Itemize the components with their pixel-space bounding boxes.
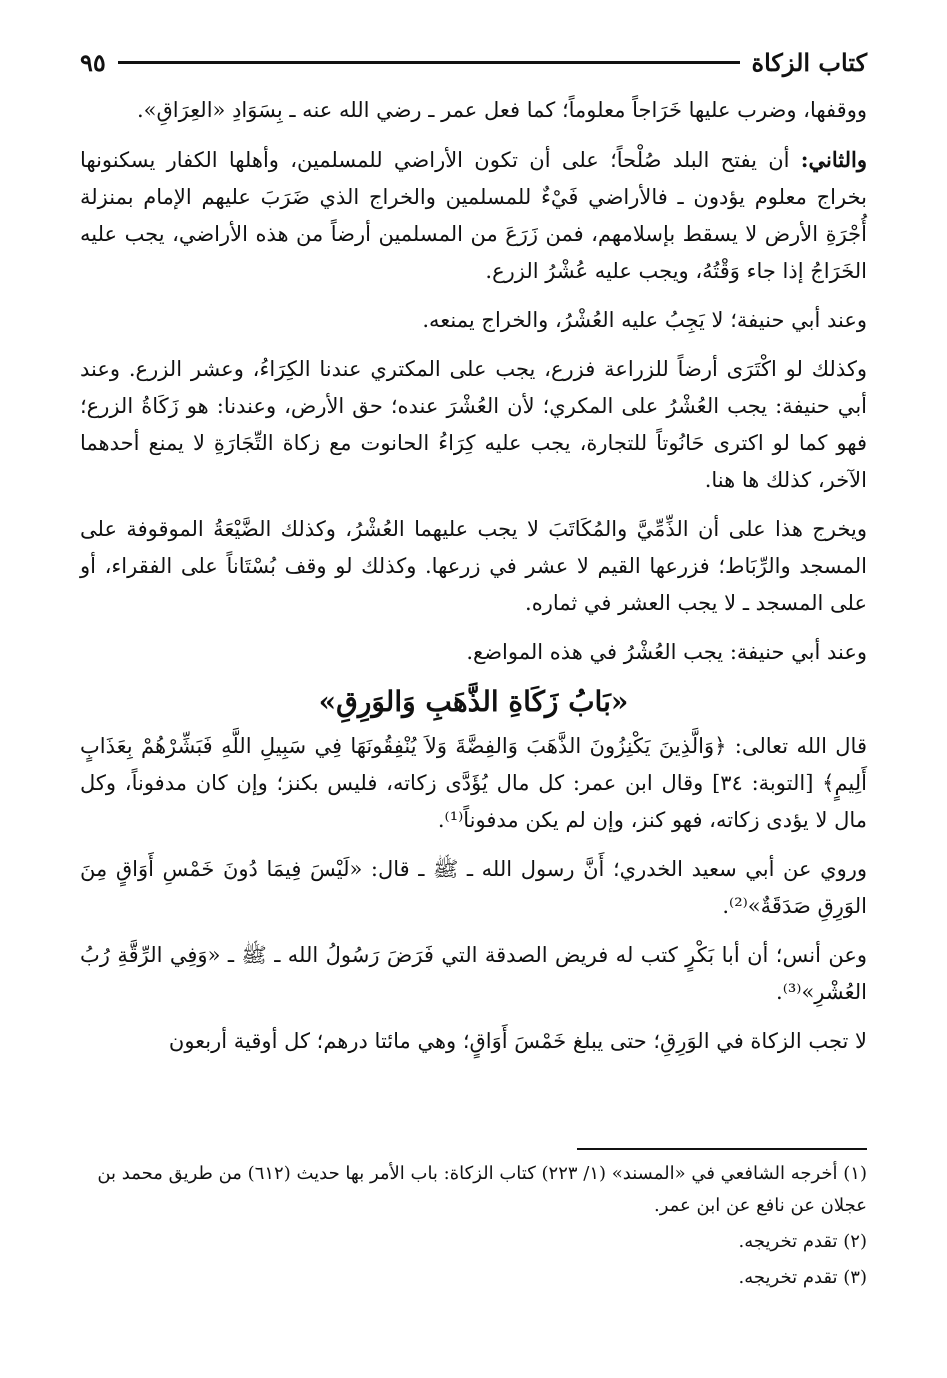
paragraph-text: وكذلك لو اكْتَرَى أرضاً للزراعة فزرع، يجب على المكتري عندنا الكِرَاءُ، وعشر الزرع. وعند أبي حنيفة: يجب العُشْرُ على المكري؛ لأن العُشْرَ عنده؛ حق الأرض، وعندنا: هو زَكَاةُ الزرع؛ فهو كما لو اكترى حَانُوتاً للتجارة، يجب عليه كِرَاءُ الحانوت مع زكاة التِّجَارَةِ لا يمنع أحدهما الآخر، كذلك ها هنا. — [80, 357, 867, 492]
paragraph — [80, 728, 867, 839]
paragraph — [80, 634, 867, 671]
paragraph — [80, 141, 867, 290]
paragraph — [80, 92, 867, 129]
paragraph — [80, 937, 867, 1011]
main-text — [80, 92, 867, 1072]
footnotes — [80, 1158, 867, 1298]
footnote: (٣) تقدم تخريجه. — [738, 1267, 867, 1288]
paragraph — [80, 1023, 867, 1060]
paragraph-text: ووقفها، وضرب عليها خَرَاجاً معلوماً؛ كما فعل عمر ـ رضي الله عنه ـ بِسَوَادِ «العِرَاقِ». — [136, 98, 867, 122]
book-title: كتاب الزكاة — [751, 47, 867, 77]
footnote: (٢) تقدم تخريجه. — [738, 1231, 867, 1252]
header-rule — [118, 61, 740, 64]
paragraph-text: قال الله تعالى: ﴿وَالَّذِينَ يَكْنِزُونَ الذَّهَبَ وَالفِضَّةَ وَلاَ يُنْفِقُونَهَا فِي سَبِيلِ اللَّهِ فَبَشِّرْهُمْ بِعَذَابٍ أَلِيمٍ﴾ [التوبة: ٣٤] وقال ابن عمر: كل مال يُؤَدَّى زكاته، فليس بكنز؛ وإن كان مدفوناً، وكل مال لا يؤدى زكاته، فهو كنز، وإن لم يكن مدفوناً⁽¹⁾. — [80, 734, 867, 832]
footnote-divider — [577, 1148, 867, 1150]
footnote: (١) أخرجه الشافعي في «المسند» (١/ ٢٢٣) كتاب الزكاة: باب الأمر بها حديث (٦١٢) من طريق محمد بن عجلان عن نافع عن ابن عمر. — [97, 1163, 867, 1216]
paragraph — [80, 511, 867, 622]
paragraph-text: وعند أبي حنيفة: يجب العُشْرُ في هذه المواضع. — [466, 640, 867, 664]
paragraph-text: لا تجب الزكاة في الوَرِقِ؛ حتى يبلغ خَمْسَ أَوَاقٍ؛ وهي مائتا درهم؛ كل أوقية أربعون — [168, 1029, 867, 1053]
paragraph-text: وعن أنس؛ أن أبا بَكْرٍ كتب له فريض الصدقة التي فَرَضَ رَسُولُ الله ـ ﷺ ـ «وَفِي الرِّقَّةِ رُبُ العُشْرِ»⁽³⁾. — [80, 943, 867, 1004]
paragraph-text: أن يفتح البلد صُلْحاً؛ على أن تكون الأراضي للمسلمين، وأهلها الكفار يسكنونها بخراج معلوم يؤدون ـ فالأراضي فَيْءٌ للمسلمين والخراج الذي ضَرَبَ عليهم الإمام بمنزلة أُجْرَةِ الأرض لا يسقط بإسلامهم، فمن زَرَعَ من المسلمين أرضاً من هذه الأراضي، يجب عليه الخَرَاجُ إذا جاء وَقْتُهُ، ويجب عليه عُشْرُ الزرع. — [80, 148, 867, 283]
paragraph-text: وروي عن أبي سعيد الخدري؛ أَنَّ رسول الله ـ ﷺ ـ قال: «لَيْسَ فِيمَا دُونَ خَمْسِ أَوَاقٍ مِنَ الوَرِقِ صَدَقَةٌ»⁽²⁾. — [80, 857, 867, 918]
page-header — [80, 42, 867, 82]
page-number: ٩٥ — [80, 47, 106, 77]
paragraph — [80, 851, 867, 925]
paragraph — [80, 302, 867, 339]
paragraph-text: وعند أبي حنيفة؛ لا يَجِبُ عليه العُشْرُ، والخراج يمنعه. — [422, 308, 867, 332]
paragraph-text: ويخرج هذا على أن الذِّمِّيَّ والمُكَاتَبَ لا يجب عليهما العُشْرُ، وكذلك الضَّيْعَةُ الموقوفة على المسجد والرِّبَاط؛ فزرعها القيم لا عشر في زرعها. وكذلك لو وقف بُسْتَاناً على الفقراء، أو على المسجد ـ لا يجب العشر في ثماره. — [80, 517, 867, 615]
paragraph — [80, 351, 867, 499]
section-title: «بَابُ زَكَاةِ الذَّهَبِ وَالوَرِقِ» — [318, 685, 629, 718]
paragraph-lead: والثاني: — [800, 147, 867, 172]
